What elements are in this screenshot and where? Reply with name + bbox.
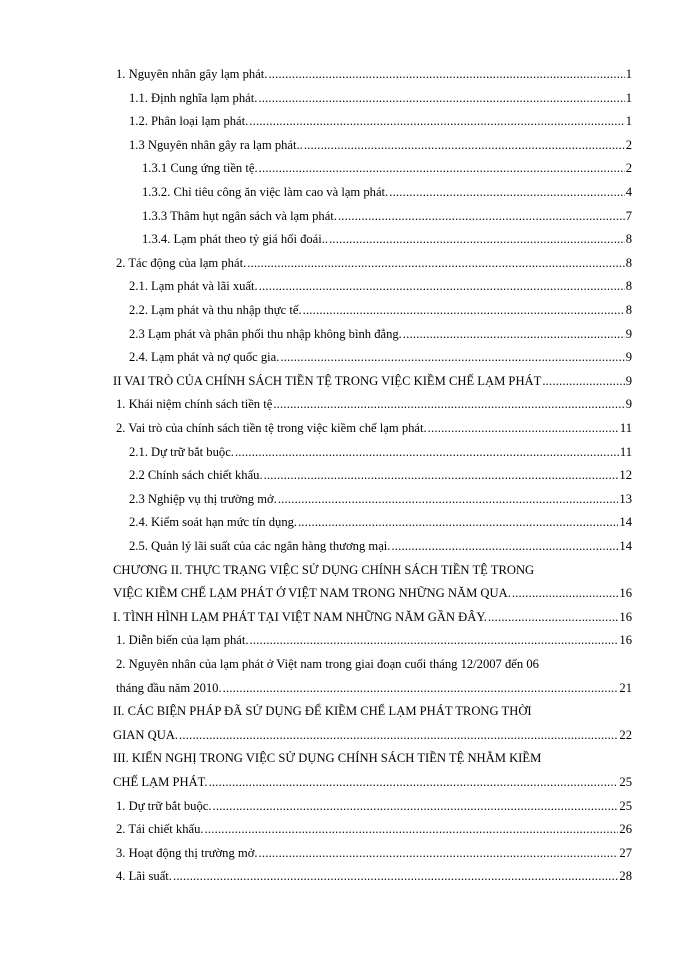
toc-entry[interactable]	[116, 66, 632, 82]
dot-leader	[428, 420, 619, 436]
dot-leader	[235, 444, 619, 460]
toc-entry-label: 2.4. Kiểm soát hạn mức tín dụng.	[129, 515, 298, 530]
toc-entry[interactable]	[129, 278, 632, 294]
toc-page-number: 8	[625, 303, 632, 317]
toc-page-number: 11	[619, 421, 632, 435]
toc-page-number: 28	[619, 869, 632, 884]
section-heading[interactable]	[113, 727, 632, 743]
toc-entry-label: 1. Khái niệm chính sách tiền tệ	[116, 397, 273, 412]
toc-entry[interactable]	[116, 255, 632, 271]
toc-page-number: 16	[619, 586, 632, 601]
dot-leader	[403, 326, 625, 342]
toc-entry[interactable]	[129, 514, 632, 530]
toc-entry-label: 1.2. Phân loại lạm phát.	[129, 114, 249, 129]
toc-page-number: 8	[625, 279, 632, 294]
toc-entry-label: 1.3 Nguyên nhân gây ra lạm phát..	[129, 137, 303, 152]
toc-entry-label: 2. Tái chiết khấu.	[116, 822, 204, 837]
toc-entry[interactable]	[113, 373, 632, 389]
toc-entry[interactable]	[116, 396, 632, 412]
dot-leader	[542, 373, 624, 389]
toc-entry[interactable]	[116, 632, 632, 648]
toc-page-number: 25	[619, 798, 632, 813]
toc-entry[interactable]	[142, 160, 632, 176]
toc-entry-label: tháng đầu năm 2010.	[116, 680, 222, 695]
toc-page-number: 26	[619, 822, 632, 837]
toc-entry[interactable]	[129, 349, 632, 365]
toc-entry-label: 1. Dự trữ bắt buộc.	[116, 798, 212, 813]
toc-entry[interactable]	[116, 680, 632, 696]
toc-page-number: 1	[625, 114, 632, 129]
toc-entry[interactable]	[113, 609, 632, 625]
toc-page-number: 9	[625, 373, 632, 388]
dot-leader	[304, 137, 625, 153]
toc-entry-label: II VAI TRÒ CỦA CHÍNH SÁCH TIỀN TỆ TRONG VIỆC KIỀM CHẾ LẠM PHÁT	[113, 373, 542, 388]
toc-page-number: 8	[625, 255, 632, 270]
dot-leader	[268, 66, 624, 82]
toc-entry-label: 4. Lãi suất.	[116, 869, 172, 884]
toc-entry[interactable]	[116, 821, 632, 837]
dot-leader	[179, 727, 618, 743]
toc-page-number: 25	[619, 775, 632, 789]
toc-page-number: 9	[625, 350, 632, 365]
dot-leader	[209, 774, 619, 790]
dot-leader	[249, 113, 624, 129]
dot-leader	[213, 798, 619, 814]
dot-leader	[280, 349, 624, 365]
section-heading-line1: III. KIẾN NGHỊ TRONG VIỆC SỬ DỤNG CHÍNH SÁCH TIỀN TỆ NHẰM KIỀM	[113, 751, 542, 766]
dot-leader	[223, 680, 619, 696]
dot-leader	[259, 160, 625, 176]
dot-leader	[259, 845, 619, 861]
toc-entry[interactable]	[129, 113, 632, 129]
toc-entry-label: 2.1. Dự trữ bắt buộc.	[129, 444, 234, 459]
dot-leader	[303, 302, 625, 318]
toc-entry[interactable]	[142, 231, 632, 247]
toc-page-number: 7	[625, 208, 632, 223]
toc-entry-label: 1.3.2. Chỉ tiêu công ăn việc làm cao và lạm phát.	[142, 185, 389, 199]
toc-entry-label: 2.2. Lạm phát và thu nhập thực tế.	[129, 303, 302, 317]
toc-entry-label: VIỆC KIỀM CHẾ LẠM PHÁT Ở VIỆT NAM TRONG NHỮNG NĂM QUA.	[113, 586, 511, 601]
toc-entry-label: 2.1. Lạm phát và lãi xuất.	[129, 279, 258, 294]
dot-leader	[512, 585, 619, 601]
toc-entry[interactable]	[116, 420, 632, 436]
toc-entry[interactable]	[116, 845, 632, 861]
dot-leader	[205, 821, 619, 837]
toc-entry[interactable]	[129, 538, 632, 554]
dot-leader	[389, 184, 624, 200]
chapter-heading[interactable]	[113, 585, 632, 601]
toc-page-number: 12	[619, 468, 632, 483]
toc-entry-label: 2.4. Lạm phát và nợ quốc gia.	[129, 350, 280, 365]
dot-leader	[488, 609, 618, 625]
toc-entry-label: 2.5. Quản lý lãi suất của các ngân hàng thương mại.	[129, 539, 391, 553]
toc-entry[interactable]	[142, 208, 632, 224]
toc-entry-label: 2.3 Nghiệp vụ thị trường mở.	[129, 491, 277, 506]
toc-entry-label: 1.3.4. Lạm phát theo tỷ giá hối đoái..	[142, 232, 329, 247]
toc-entry-label: 1. Nguyên nhân gây lạm phát.	[116, 67, 268, 81]
toc-entry-label: 1.3.3 Thâm hụt ngân sách và lạm phát.	[142, 208, 337, 223]
toc-entry[interactable]	[129, 326, 632, 342]
chapter-heading-line1: CHƯƠNG II. THỰC TRẠNG VIỆC SỬ DỤNG CHÍNH SÁCH TIỀN TỆ TRONG	[113, 562, 535, 577]
toc-page-number: 1	[625, 90, 632, 105]
dot-leader	[258, 90, 624, 106]
toc-entry[interactable]	[129, 137, 632, 153]
section-heading[interactable]	[113, 774, 632, 790]
dot-leader	[391, 538, 618, 554]
toc-entry[interactable]	[116, 868, 632, 884]
section-heading-line1: II. CÁC BIỆN PHÁP ĐÃ SỬ DỤNG ĐỂ KIỀM CHẾ LẠM PHÁT TRONG THỜI	[113, 704, 532, 719]
toc-entry-line1: 2. Nguyên nhân của lạm phát ở Việt nam trong giai đoạn cuối tháng 12/2007 đến 06	[116, 657, 539, 671]
toc-page-number: 16	[619, 633, 632, 648]
toc-entry[interactable]	[129, 467, 632, 483]
dot-leader	[264, 467, 619, 483]
toc-page-number: 1	[625, 67, 632, 81]
dot-leader	[173, 868, 618, 884]
toc-entry-label: 2.2 Chính sách chiết khấu.	[129, 468, 263, 483]
dot-leader	[298, 514, 618, 530]
toc-page-number: 9	[625, 326, 632, 341]
toc-page-number: 14	[619, 515, 632, 530]
toc-entry-label: 2. Tác động của lạm phát.	[116, 255, 247, 270]
toc-entry-label: 2.3 Lạm phát và phân phối thu nhập không bình đẳng.	[129, 326, 402, 341]
toc-entry-label: GIAN QUA.	[113, 727, 179, 742]
toc-entry[interactable]	[129, 90, 632, 106]
toc-entry[interactable]	[142, 184, 632, 200]
dot-leader	[338, 208, 625, 224]
toc-page-number: 11	[619, 444, 632, 459]
toc-entry[interactable]	[129, 302, 632, 318]
toc-entry[interactable]	[116, 798, 632, 814]
dot-leader	[329, 231, 625, 247]
toc-entry-label: 1.3.1 Cung ứng tiền tệ.	[142, 161, 258, 176]
toc-entry[interactable]	[129, 444, 632, 460]
dot-leader	[247, 255, 624, 271]
toc-page-number: 22	[619, 727, 632, 742]
toc-entry[interactable]	[129, 491, 632, 507]
dot-leader	[259, 278, 625, 294]
toc-page-number: 13	[619, 491, 632, 506]
toc-page-number: 8	[625, 232, 632, 247]
toc-page-number: 2	[625, 161, 632, 176]
toc-entry-label: 1. Diễn biến của lạm phát.	[116, 633, 249, 648]
toc-page-number: 27	[619, 845, 632, 860]
toc-entry-label: 3. Hoạt động thị trường mở.	[116, 845, 258, 860]
toc-entry-label: CHẾ LẠM PHÁT.	[113, 775, 208, 789]
toc-page-number: 4	[625, 185, 632, 199]
toc-entry-label: 1.1. Định nghĩa lạm phát.	[129, 90, 258, 105]
dot-leader	[273, 396, 624, 412]
toc-page-number: 16	[619, 609, 632, 624]
toc-entry-label: I. TÌNH HÌNH LẠM PHÁT TẠI VIỆT NAM NHỮNG NĂM GẦN ĐÂY.	[113, 609, 487, 624]
dot-leader	[278, 491, 619, 507]
toc-page-number: 14	[619, 539, 632, 553]
toc-page-number: 21	[619, 680, 632, 695]
dot-leader	[250, 632, 619, 648]
toc-page-number: 9	[625, 397, 632, 412]
toc-page-number: 2	[625, 137, 632, 152]
toc-entry-label: 2. Vai trò của chính sách tiền tệ trong việc kiềm chế lạm phát.	[116, 421, 427, 435]
